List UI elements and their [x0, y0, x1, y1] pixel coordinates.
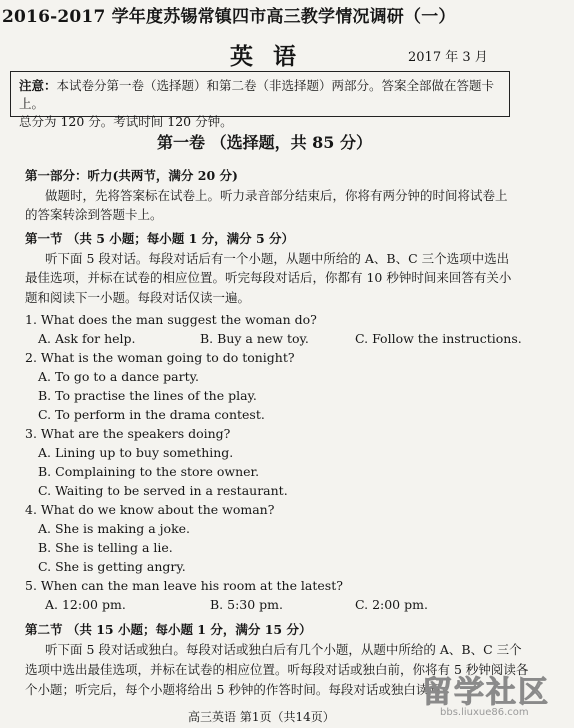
- part1-instruction-1: 做题时，先将答案标在试卷上。听力录音部分结束后，你将有两分钟的时间将试卷上: [45, 188, 508, 203]
- part1-instruction-2: 的答案转涂到答题卡上。: [25, 207, 163, 222]
- question-5-option-a: A. 12:00 pm.: [45, 597, 126, 612]
- question-5-option-b: B. 5:30 pm.: [210, 597, 284, 612]
- question-2-stem: 2. What is the woman going to do tonight?: [25, 350, 295, 365]
- section1-instruction-2: 最佳选项，并标在试卷的相应位置。听完每段对话后，你都有 10 秒钟时间来回答有关小: [25, 270, 512, 285]
- notice-text-2: 总分为 120 分。考试时间 120 分钟。: [19, 114, 233, 129]
- section1-instruction-1: 听下面 5 段对话。每段对话后有一个小题，从题中所给的 A、B、C 三个选项中选出: [45, 251, 510, 266]
- question-2-option-b: B. To practise the lines of the play.: [38, 388, 257, 403]
- part1-heading: 第一部分：听力(共两节，满分 20 分): [25, 168, 238, 183]
- notice-label: 注意：: [19, 78, 57, 93]
- question-3-option-b: B. Complaining to the store owner.: [38, 464, 260, 479]
- volume-title: 第一卷 （选择题，共 85 分）: [157, 133, 372, 152]
- site-watermark: [420, 667, 570, 725]
- question-3-option-c: C. Waiting to be served in a restaurant.: [38, 483, 288, 498]
- question-3-option-a: A. Lining up to buy something.: [38, 445, 234, 460]
- section1-heading: 第一节 （共 5 小题；每小题 1 分，满分 5 分）: [25, 231, 295, 246]
- question-4-option-b: B. She is telling a lie.: [38, 540, 173, 555]
- question-4-option-c: C. She is getting angry.: [38, 559, 186, 574]
- subject-title: 英语: [230, 43, 316, 70]
- notice-line-1: [19, 77, 501, 113]
- question-5-option-c: C. 2:00 pm.: [355, 597, 428, 612]
- question-2-option-c: C. To perform in the drama contest.: [38, 407, 265, 422]
- section2-heading: 第二节 （共 15 小题；每小题 1 分，满分 15 分）: [25, 622, 312, 637]
- notice-box: [10, 71, 510, 129]
- page-footer: 高三英语 第1页（共14页）: [188, 710, 335, 724]
- exam-date: 2017 年 3 月: [408, 50, 488, 65]
- question-4-option-a: A. She is making a joke.: [38, 521, 191, 536]
- question-5-stem: 5. When can the man leave his room at the latest?: [25, 578, 343, 593]
- question-1-option-b: B. Buy a new toy.: [200, 331, 309, 346]
- question-3-stem: 3. What are the speakers doing?: [25, 426, 231, 441]
- question-2-option-a: A. To go to a dance party.: [38, 369, 199, 384]
- section2-instruction-1: 听下面 5 段对话或独白。每段对话或独白后有几个小题，从题中所给的 A、B、C 三个: [45, 642, 522, 657]
- question-1-option-a: A. Ask for help.: [38, 331, 136, 346]
- section2-instruction-3: 个小题；听完后，每个小题将给出 5 秒钟的作答时间。每段对话或独白读两: [25, 682, 441, 697]
- question-1-option-c: C. Follow the instructions.: [355, 331, 522, 346]
- watermark-logo-text: 留学社区: [422, 675, 550, 710]
- watermark-url: bbs.liuxue86.com: [440, 707, 529, 718]
- notice-text-1: 本试卷分第一卷（选择题）和第二卷（非选择题）两部分。答案全部做在答题卡上。: [19, 78, 495, 111]
- section1-instruction-3: 题和阅读下一小题。每段对话仅读一遍。: [25, 290, 251, 305]
- question-4-stem: 4. What do we know about the woman?: [25, 502, 275, 517]
- question-1-stem: 1. What does the man suggest the woman do?: [25, 312, 317, 327]
- section2-instruction-2: 选项中选出最佳选项，并标在试卷的相应位置。听每段对话或独白前，你将有 5 秒钟阅读各: [25, 662, 529, 677]
- exam-title: 2016-2017 学年度苏锡常镇四市高三教学情况调研（一）: [2, 7, 456, 27]
